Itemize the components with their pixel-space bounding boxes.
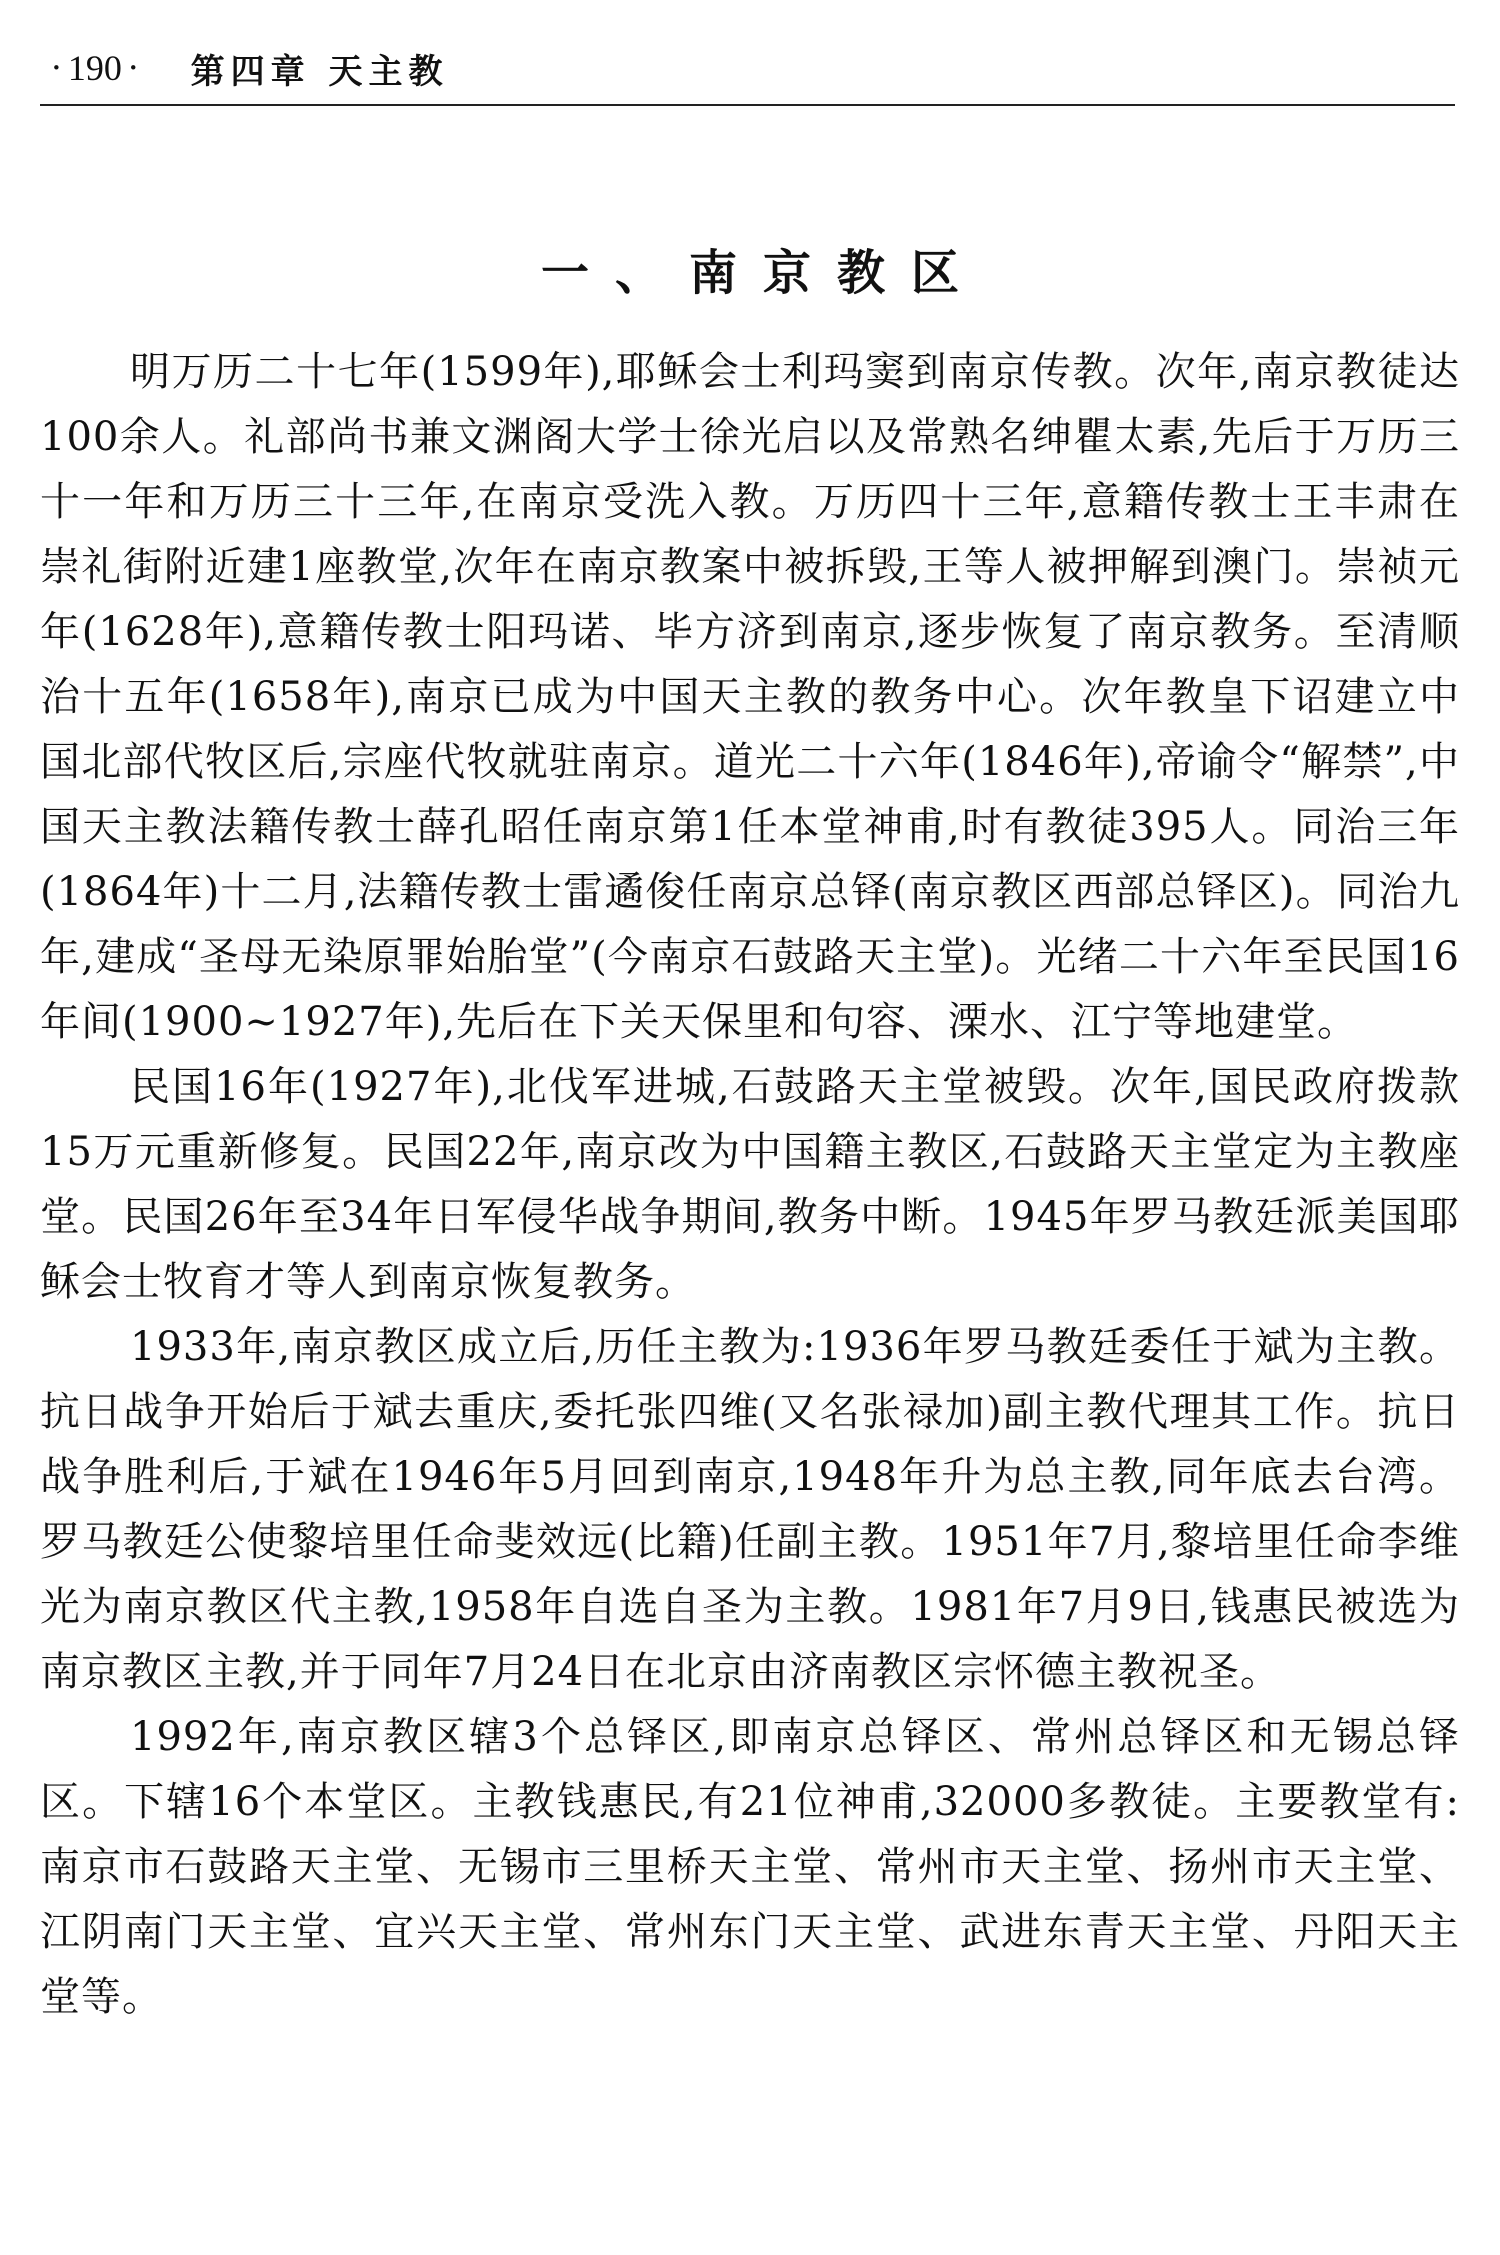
chapter-title: 第四章 天主教	[190, 51, 449, 92]
header-rule	[40, 104, 1455, 106]
page-number-dot-left: ·	[51, 48, 62, 88]
paragraph-bishops: 1933年,南京教区成立后,历任主教为:1936年罗马教廷委任于斌为主教。抗日战争开始后于斌去重庆,委托张四维(又名张禄加)副主教代理其工作。抗日战争胜利后,于斌在1946年5月回到南京,1948年升为总主教,同年底去台湾。罗马教廷公使黎培里任命斐效远(比籍)任副主教。1951年7月,黎培里任命李维光为南京教区代主教,1958年自选自圣为主教。1981年7月9日,钱惠民被选为南京教区主教,并于同年7月24日在北京由济南教区宗怀德主教祝圣。	[40, 1324, 1460, 1695]
paragraph-history: 明万历二十七年(1599年),耶稣会士利玛窦到南京传教。次年,南京教徒达100余人。礼部尚书兼文渊阁大学士徐光启以及常熟名绅瞿太素,先后于万历三十一年和万历三十三年,在南京受洗入教。万历四十三年,意籍传教士王丰肃在崇礼街附近建1座教堂,次年在南京教案中被拆毁,王等人被押解到澳门。崇祯元年(1628年),意籍传教士阳玛诺、毕方济到南京,逐步恢复了南京教务。至清顺治十五年(1658年),南京已成为中国天主教的教务中心。次年教皇下诏建立中国北部代牧区后,宗座代牧就驻南京。道光二十六年(1846年),帝谕令“解禁”,中国天主教法籍传教士薛孔昭任南京第1任本堂神甫,时有教徒395人。同治三年(1864年)十二月,法籍传教士雷遹俊任南京总铎(南京教区西部总铎区)。同治九年,建成“圣母无染原罪始胎堂”(今南京石鼓路天主堂)。光绪二十六年至民国16年间(1900~1927年),先后在下关天保里和句容、溧水、江宁等地建堂。	[40, 349, 1460, 1045]
section-title: 一、南京教区	[540, 245, 985, 302]
paragraph-current-status: 1992年,南京教区辖3个总铎区,即南京总铎区、常州总铎区和无锡总铎区。下辖16个本堂区。主教钱惠民,有21位神甫,32000多教徒。主要教堂有:南京市石鼓路天主堂、无锡市三里桥天主堂、常州市天主堂、扬州市天主堂、江阴南门天主堂、宜兴天主堂、常州东门天主堂、武进东青天主堂、丹阳天主堂等。	[40, 1714, 1460, 2020]
page-number: 190	[67, 48, 122, 88]
running-head	[45, 38, 448, 98]
page-number-dot-right: ·	[127, 48, 139, 88]
paragraph-republic-era: 民国16年(1927年),北伐军进城,石鼓路天主堂被毁。次年,国民政府拨款15万元重新修复。民国22年,南京改为中国籍主教区,石鼓路天主堂定为主教座堂。民国26年至34年日军侵华战争期间,教务中断。1945年罗马教廷派美国耶稣会士牧育才等人到南京恢复教务。	[40, 1064, 1460, 1305]
body-text	[40, 340, 1460, 2030]
